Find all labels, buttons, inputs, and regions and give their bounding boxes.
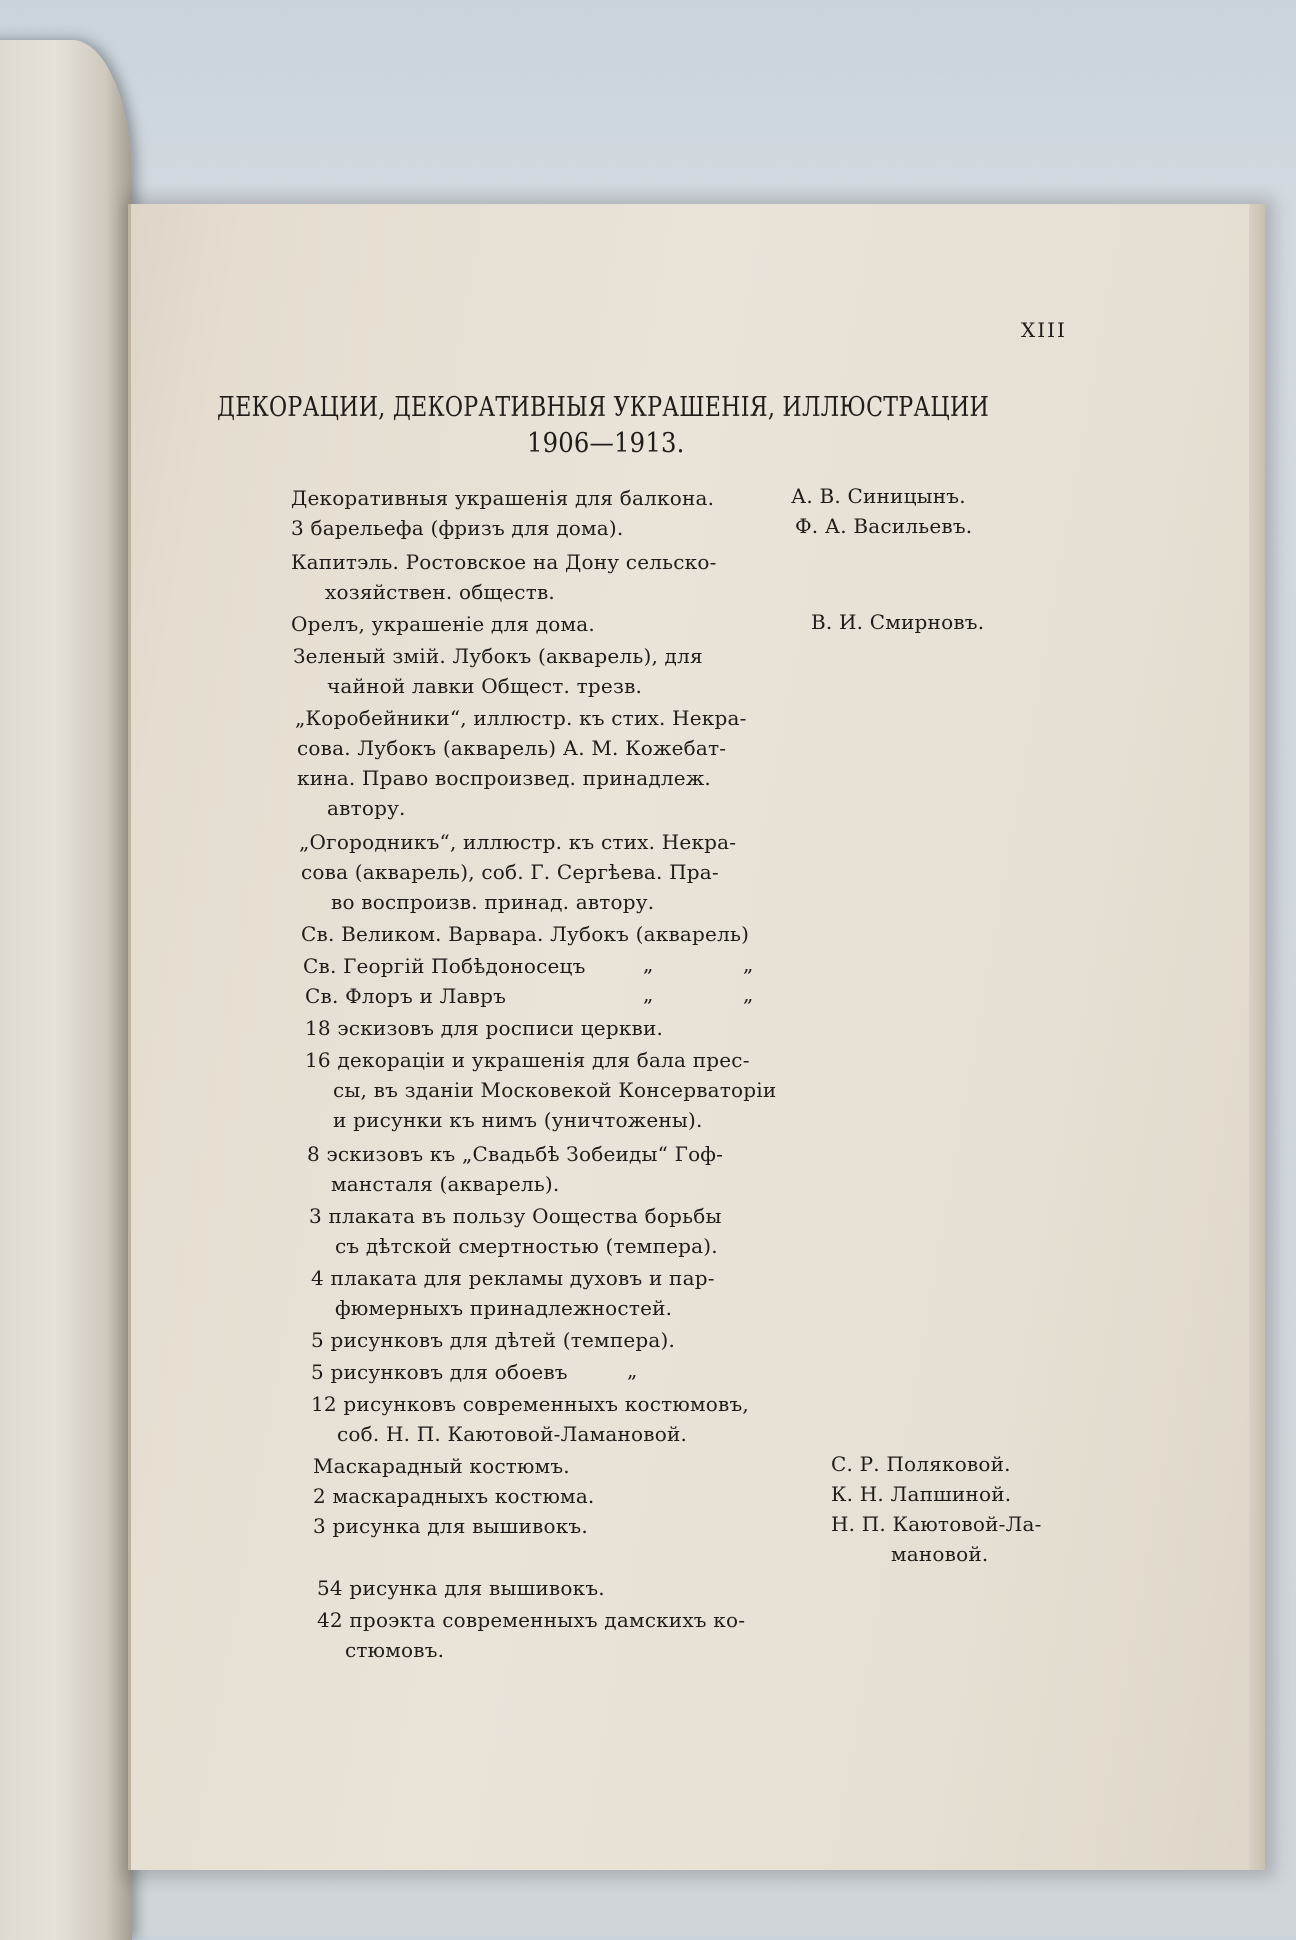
text-line: 2 маскарадныхъ костюма. <box>313 1484 595 1508</box>
text-line: Декоративныя украшенія для балкона. <box>291 486 715 510</box>
text-line: хозяйствен. обществ. <box>325 580 555 604</box>
text-line: стюмовъ. <box>345 1638 445 1662</box>
text-line: 18 эскизовъ для росписи церкви. <box>305 1016 664 1040</box>
text-line: Маскарадный костюмъ. <box>313 1454 570 1478</box>
text-line: фюмерныхъ принадлежностей. <box>335 1296 673 1320</box>
text-line: Св. Флоръ и Лавръ <box>305 984 506 1008</box>
text-line: сова. Лубокъ (акварель) А. М. Кожебат- <box>297 736 727 760</box>
text-line: „Коробейники“, иллюстр. къ стих. Некра- <box>295 706 747 730</box>
text-line: „ <box>743 982 754 1006</box>
text-line: 42 проэкта современныхъ дамскихъ ко- <box>317 1608 746 1632</box>
text-line: 16 декораціи и украшенія для бала прес- <box>305 1048 750 1072</box>
text-line: Н. П. Каютовой-Ла- <box>831 1512 1042 1536</box>
text-line: во воспроизв. принад. автору. <box>331 890 655 914</box>
text-line: сова (акварель), соб. Г. Сергѣева. Пра- <box>301 860 719 884</box>
text-line: 8 эскизовъ къ „Свадьбѣ Зобеиды“ Гоф- <box>307 1142 724 1166</box>
text-line: К. Н. Лапшиной. <box>831 1482 1012 1506</box>
text-line: съ дѣтской смертностью (темпера). <box>335 1234 718 1258</box>
text-line: В. И. Смирновъ. <box>811 610 985 634</box>
text-line: 3 рисунка для вышивокъ. <box>313 1514 588 1538</box>
text-line: „ <box>743 952 754 976</box>
text-line: и рисунки къ нимъ (уничтожены). <box>333 1108 703 1132</box>
text-line: А. В. Синицынъ. <box>791 484 966 508</box>
book-page <box>128 204 1265 1870</box>
text-line: Капитэль. Ростовское на Дону сельско- <box>291 550 717 574</box>
text-line: Св. Великом. Варвара. Лубокъ (акварель) <box>301 922 750 946</box>
text-line: „ <box>643 952 654 976</box>
text-line: манcталя (акварель). <box>331 1172 560 1196</box>
page-number: XIII <box>1021 318 1067 342</box>
text-line: 54 рисунка для вышивокъ. <box>317 1576 605 1600</box>
text-line: мановой. <box>891 1542 989 1566</box>
text-line: кина. Право воспроизвед. принадлеж. <box>297 766 711 790</box>
text-line: Ф. А. Васильевъ. <box>795 514 973 538</box>
text-line: 4 плаката для рекламы духовъ и пар- <box>311 1266 715 1290</box>
text-line: „ <box>627 1358 638 1382</box>
text-line: автору. <box>327 796 406 820</box>
text-line: соб. Н. П. Каютовой-Ламановой. <box>337 1422 688 1446</box>
text-line: 3 плаката въ пользу Оощества борьбы <box>309 1204 722 1228</box>
text-line: Орелъ, украшеніе для дома. <box>291 612 595 636</box>
text-line: С. Р. Поляковой. <box>831 1452 1011 1476</box>
text-line: „ <box>643 982 654 1006</box>
text-line: 3 барельефа (фризъ для дома). <box>291 516 624 540</box>
text-line: 12 рисунковъ современныхъ костюмовъ, <box>311 1392 749 1416</box>
text-line: сы, въ зданіи Московекой Консерваторіи <box>333 1078 777 1102</box>
text-line: „Огородникъ“, иллюстр. къ стих. Некра- <box>299 830 737 854</box>
text-line: Зеленый змій. Лубокъ (акварель), для <box>293 644 703 668</box>
page-subtitle-years: 1906—1913. <box>527 428 685 459</box>
text-line: 5 рисунковъ для обоевъ <box>311 1360 568 1384</box>
text-line: 5 рисунковъ для дѣтей (темпера). <box>311 1328 676 1352</box>
left-page <box>0 40 132 1940</box>
text-line: чайной лавки Общест. трезв. <box>327 674 643 698</box>
text-line: Св. Георгій Побѣдоносецъ <box>303 954 586 978</box>
page-edge <box>1249 204 1265 1870</box>
page-title: ДЕКОРАЦИИ, ДЕКОРАТИВНЫЯ УКРАШЕНІЯ, ИЛЛЮСТРАЦИИ <box>217 392 990 423</box>
